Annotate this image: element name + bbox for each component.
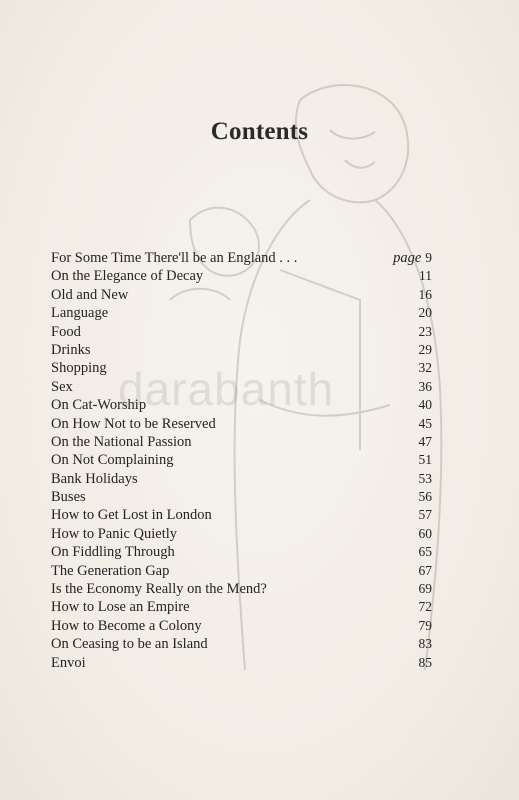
toc-entry-title: How to Lose an Empire (51, 599, 190, 616)
page-label: page (393, 250, 422, 266)
page-number: 29 (418, 341, 432, 357)
toc-entry-page-number (419, 543, 433, 561)
toc-entry-title: Language (51, 305, 109, 322)
page-title: Contents (210, 118, 309, 145)
page-number: 83 (418, 636, 432, 652)
toc-entry-page-number (419, 267, 432, 285)
table-of-contents (51, 249, 432, 672)
page-number: 67 (418, 562, 432, 578)
toc-entry-title: Envoi (51, 654, 86, 671)
toc-entry-title: For Some Time There'll be an England . . . (51, 250, 298, 266)
toc-entry-title: On Cat-Worship (51, 397, 147, 414)
page-number: 60 (418, 525, 432, 541)
toc-entry-page-number (419, 378, 433, 396)
toc-entry (51, 286, 432, 304)
toc-entry (51, 451, 432, 469)
page-number: 32 (418, 360, 432, 376)
toc-entry (51, 433, 432, 451)
toc-entry-page-number (419, 598, 433, 616)
toc-entry (51, 267, 432, 285)
watermark: darabanth (118, 363, 335, 415)
toc-entry-title: On the National Passion (51, 433, 192, 450)
toc-entry-title: The Generation Gap (51, 562, 170, 579)
toc-entry (51, 543, 432, 561)
toc-entry-page-number (419, 415, 433, 433)
page-number: 11 (419, 268, 432, 284)
toc-entry-title: Drinks (51, 341, 91, 358)
toc-entry-page-number (419, 451, 433, 469)
toc-entry-page-number (419, 580, 433, 598)
toc-entry (51, 562, 432, 580)
page-number: 56 (418, 489, 432, 505)
toc-entry-page-number (419, 470, 433, 488)
page-number: 36 (418, 378, 432, 394)
page-number: 85 (418, 654, 432, 670)
toc-entry-page-number (419, 396, 433, 414)
toc-entry (51, 506, 432, 524)
toc-entry-title: Old and New (51, 286, 129, 303)
toc-entry-page-number (419, 304, 433, 322)
toc-entry-page-number (419, 359, 433, 377)
toc-entry-page-number (419, 506, 433, 524)
toc-entry (51, 598, 432, 616)
toc-entry-title: On How Not to be Reserved (51, 415, 216, 432)
toc-entry (51, 304, 432, 322)
toc-entry-title: Buses (51, 489, 86, 506)
toc-entry (51, 488, 432, 506)
toc-entry (51, 341, 432, 359)
toc-entry-page-number (419, 525, 433, 543)
toc-entry-page-number (419, 562, 433, 580)
toc-entry (51, 323, 432, 341)
toc-entry (51, 525, 432, 543)
toc-entry-title: How to Get Lost in London (51, 507, 212, 524)
page-number: 51 (418, 452, 432, 468)
toc-entry-title: Sex (51, 378, 73, 395)
toc-entry (51, 580, 432, 598)
page-number: 16 (418, 286, 432, 302)
toc-entry (51, 617, 432, 635)
toc-entry-title: Food (51, 323, 81, 340)
toc-entry-page-number (419, 433, 433, 451)
toc-entry-page-number (419, 488, 433, 506)
page-number: 9 (425, 250, 432, 265)
toc-entry-title: Shopping (51, 360, 107, 377)
page-number: 57 (418, 507, 432, 523)
page-number: 45 (418, 415, 432, 431)
page-number: 65 (418, 544, 432, 560)
toc-entry-page-number (419, 617, 433, 635)
page-number: 47 (418, 433, 432, 449)
page-number: 53 (418, 470, 432, 486)
toc-entry-page-number (393, 249, 432, 267)
toc-entry-title: On the Elegance of Decay (51, 268, 204, 285)
toc-entry-page-number (419, 341, 433, 359)
toc-entry (51, 654, 432, 672)
page-number: 20 (418, 305, 432, 321)
toc-entry-title: On Fiddling Through (51, 544, 175, 561)
page-number: 69 (418, 581, 432, 597)
toc-entry-title: Is the Economy Really on the Mend? (51, 581, 267, 598)
toc-entry (51, 415, 432, 433)
toc-entry-page-number (419, 635, 433, 653)
page-number: 72 (418, 599, 432, 615)
toc-entry-title: How to Become a Colony (51, 617, 202, 634)
toc-entry-title: Bank Holidays (51, 470, 138, 487)
page-number: 40 (418, 397, 432, 413)
toc-entry (51, 635, 432, 653)
page-number: 23 (418, 323, 432, 339)
toc-entry-title: How to Panic Quietly (51, 525, 178, 542)
toc-entry (51, 470, 432, 488)
toc-entry-page-number (419, 323, 433, 341)
toc-entry-title: On Not Complaining (51, 452, 174, 469)
toc-entry-title: On Ceasing to be an Island (51, 636, 208, 653)
toc-entry-page-number (419, 286, 433, 304)
toc-entry-page-number (419, 654, 433, 672)
page-number: 79 (418, 617, 432, 633)
toc-entry (51, 249, 432, 267)
